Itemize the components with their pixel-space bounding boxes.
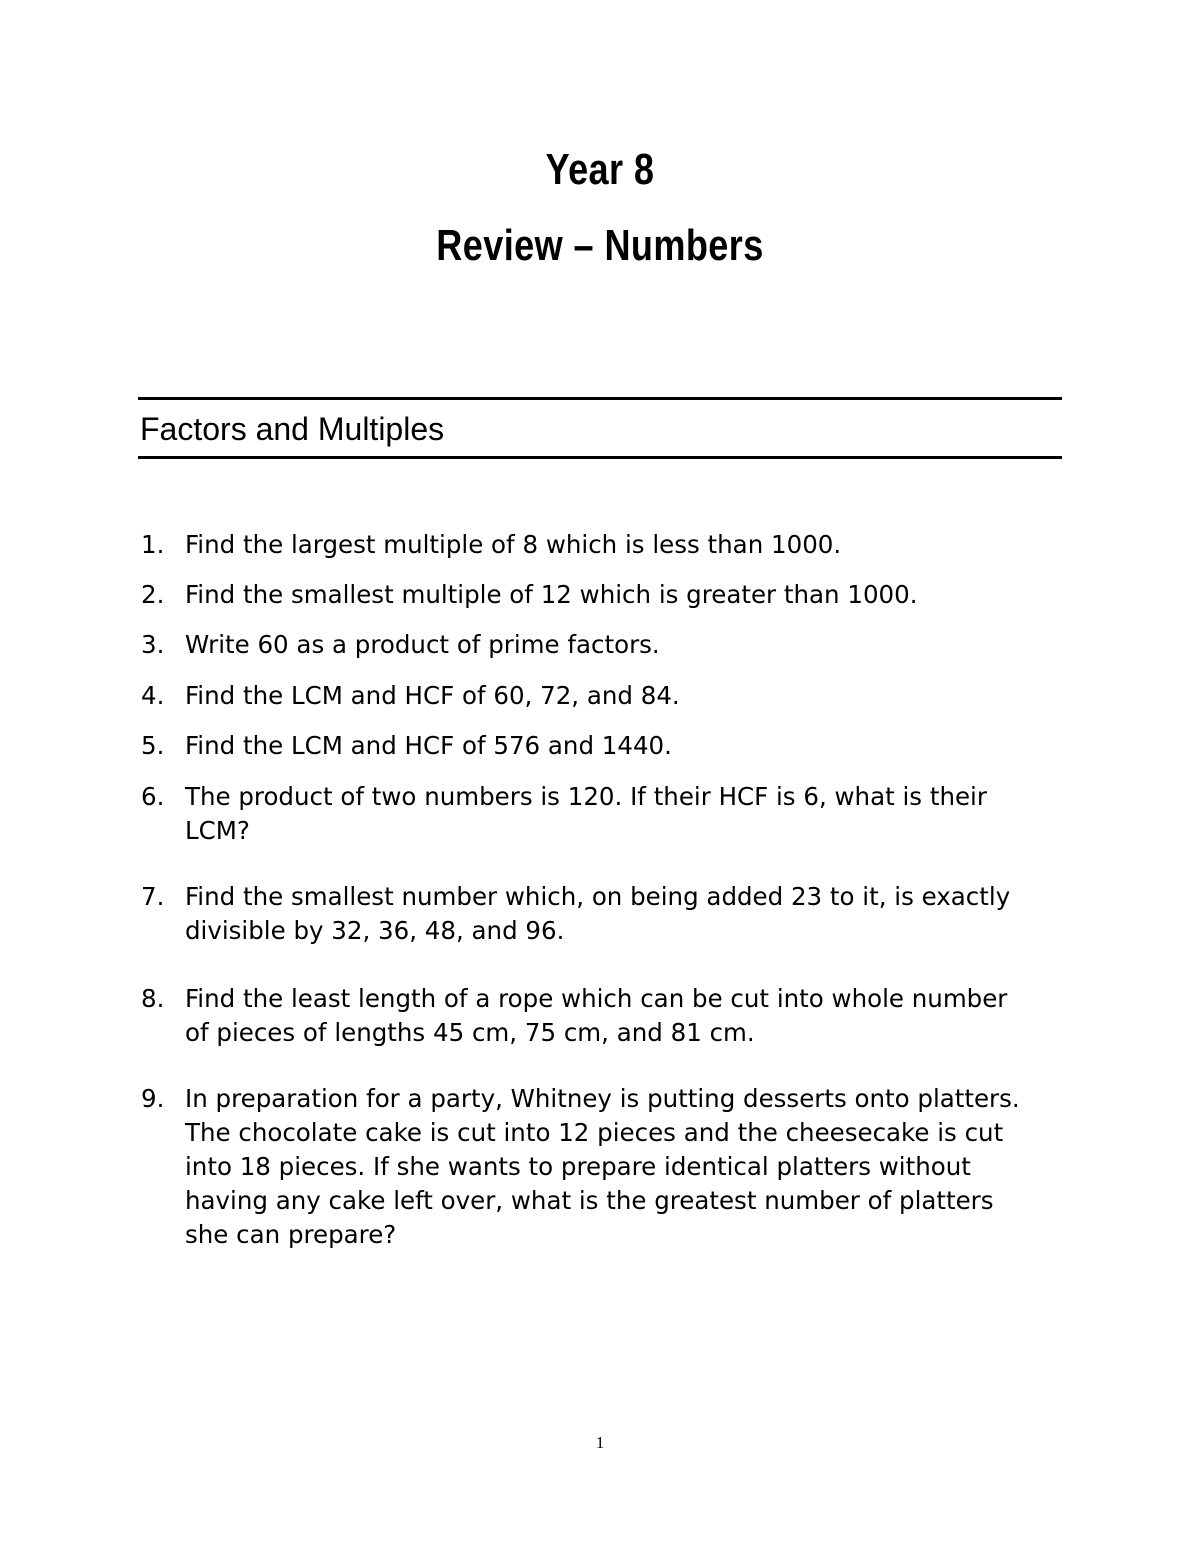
question-text: Find the smallest number which, on being added 23 to it, is exactly divisible by 32, 36, 48, and 96.: [185, 882, 1011, 945]
question-number: 5.: [141, 731, 165, 760]
question-item: [138, 729, 1038, 763]
question-item: [138, 578, 1038, 612]
question-item: [138, 1082, 1038, 1252]
question-text: Find the LCM and HCF of 576 and 1440.: [185, 731, 672, 760]
question-text: Find the largest multiple of 8 which is less than 1000.: [185, 530, 842, 559]
page-number: 1: [595, 1433, 605, 1452]
question-item: [138, 780, 1038, 848]
question-item: [138, 880, 1038, 948]
question-number: 1.: [141, 530, 165, 559]
question-item: [138, 628, 1038, 662]
section-rule-bottom: [138, 456, 1062, 459]
question-number: 2.: [141, 580, 165, 609]
section-rule-top: [138, 397, 1062, 400]
question-item: [138, 679, 1038, 713]
question-number: 6.: [141, 782, 165, 811]
question-number: 4.: [141, 681, 165, 710]
question-number: 7.: [141, 882, 165, 911]
question-text: The product of two numbers is 120. If their HCF is 6, what is their LCM?: [185, 782, 987, 845]
question-number: 3.: [141, 630, 165, 659]
question-number: 8.: [141, 984, 165, 1013]
document-title-topic: Review – Numbers: [436, 221, 764, 270]
question-text: Write 60 as a product of prime factors.: [185, 630, 660, 659]
question-text: Find the LCM and HCF of 60, 72, and 84.: [185, 681, 680, 710]
section-heading: Factors and Multiples: [140, 411, 445, 447]
document-title-year: Year 8: [545, 145, 655, 194]
question-text: In preparation for a party, Whitney is putting desserts onto platters. The chocolate cake is cut into 12 pieces and the cheesecake is cut into 18 pieces. If she wants to prepare identical platters without having any cake left over, what is the greatest number of platters she can prepare?: [185, 1084, 1020, 1249]
question-item: [138, 982, 1038, 1050]
question-text: Find the smallest multiple of 12 which is greater than 1000.: [185, 580, 918, 609]
question-text: Find the least length of a rope which can be cut into whole number of pieces of lengths 45 cm, 75 cm, and 81 cm.: [185, 984, 1008, 1047]
question-number: 9.: [141, 1084, 165, 1113]
question-item: [138, 528, 1038, 562]
